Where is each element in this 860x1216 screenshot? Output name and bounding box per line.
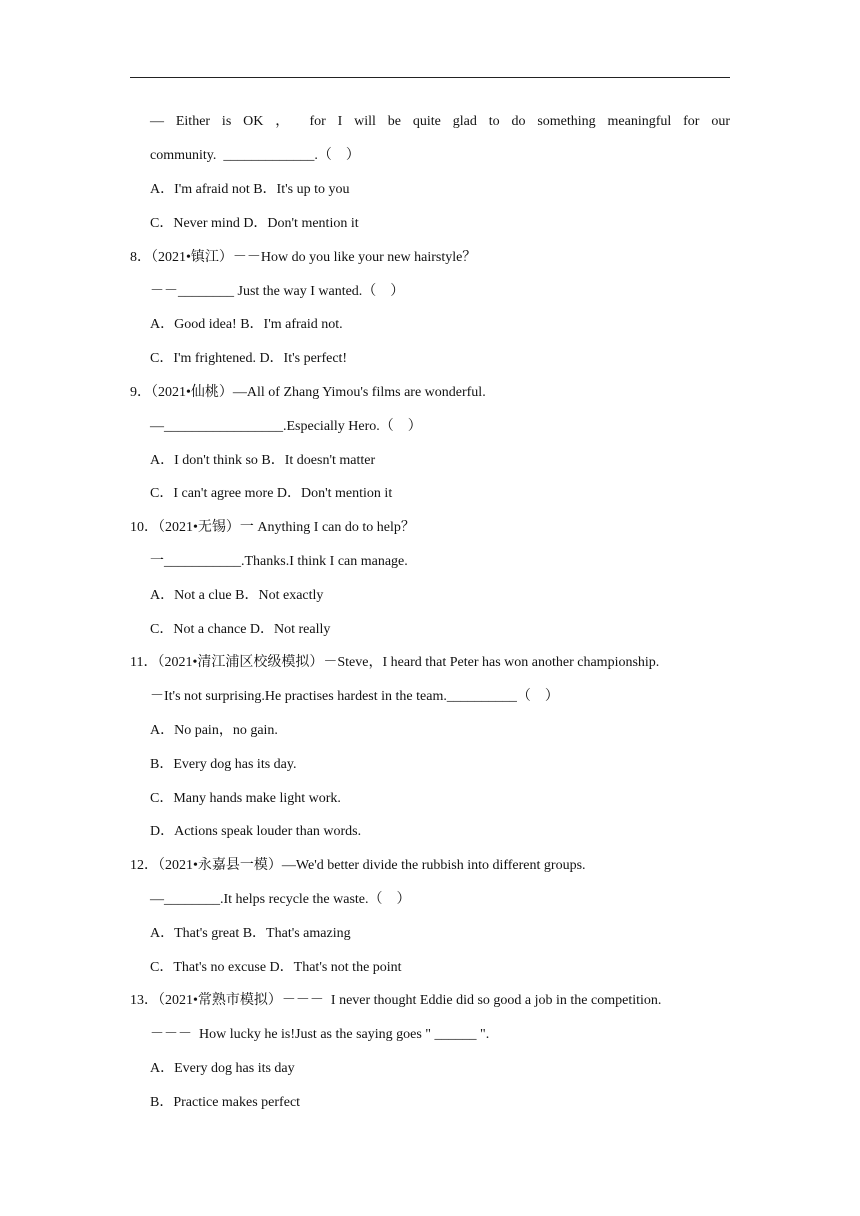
q7-question-line-1: — Either is OK ， for I will be quite glad to do something meaningful for our [150, 114, 730, 129]
q9-question: 9．（2021•仙桃）—All of Zhang Yimou's films are wonderful. [130, 385, 486, 400]
q7-options-cd: C．Never mind D．Don't mention it [150, 216, 359, 231]
header-rule [130, 77, 730, 78]
q11-response: －It's not surprising.He practises hardest in the team.__________（ ） [150, 689, 559, 704]
q13-question: 13．（2021•常熟市模拟）－－－ I never thought Eddie did so good a job in the competition. [130, 993, 662, 1008]
q13-option-b: B．Practice makes perfect [150, 1095, 301, 1110]
q10-options-ab: A．Not a clue B．Not exactly [150, 588, 324, 603]
q9-response: —_________________.Especially Hero.（ ） [150, 419, 422, 434]
q10-response: 一___________.Thanks.I think I can manage. [150, 554, 408, 569]
q7-question-line-2: community. _____________.（ ） [150, 148, 360, 163]
q11-question: 11．（2021•清江浦区校级模拟）－Steve，I heard that Peter has won another championship. [130, 655, 660, 670]
q8-options-ab: A．Good idea! B．I'm afraid not. [150, 317, 343, 332]
q13-option-a: A．Every dog has its day [150, 1061, 295, 1076]
q8-options-cd: C．I'm frightened. D．It's perfect! [150, 351, 348, 366]
q10-options-cd: C．Not a chance D．Not really [150, 622, 331, 637]
q9-options-ab: A．I don't think so B．It doesn't matter [150, 453, 376, 468]
q11-option-d: D．Actions speak louder than words. [150, 824, 362, 839]
q8-question: 8．（2021•镇江）－－How do you like your new hairstyle？ [130, 250, 477, 265]
q12-options-ab: A．That's great B．That's amazing [150, 926, 351, 941]
q10-question: 10．（2021•无锡）一 Anything I can do to help？ [130, 520, 415, 535]
q9-options-cd: C．I can't agree more D．Don't mention it [150, 486, 393, 501]
q11-option-b: B．Every dog has its day. [150, 757, 297, 772]
q11-option-a: A．No pain，no gain. [150, 723, 278, 738]
q11-option-c: C．Many hands make light work. [150, 791, 341, 806]
q12-response: —________.It helps recycle the waste.（ ） [150, 892, 411, 907]
q12-options-cd: C．That's no excuse D．That's not the point [150, 960, 402, 975]
q13-response: －－－ How lucky he is!Just as the saying goes " ______ ". [150, 1027, 490, 1042]
q7-options-ab: A．I'm afraid not B．It's up to you [150, 182, 350, 197]
q8-response: －－________ Just the way I wanted.（ ） [150, 284, 405, 299]
q12-question: 12．（2021•永嘉县一模）—We'd better divide the rubbish into different groups. [130, 858, 586, 873]
